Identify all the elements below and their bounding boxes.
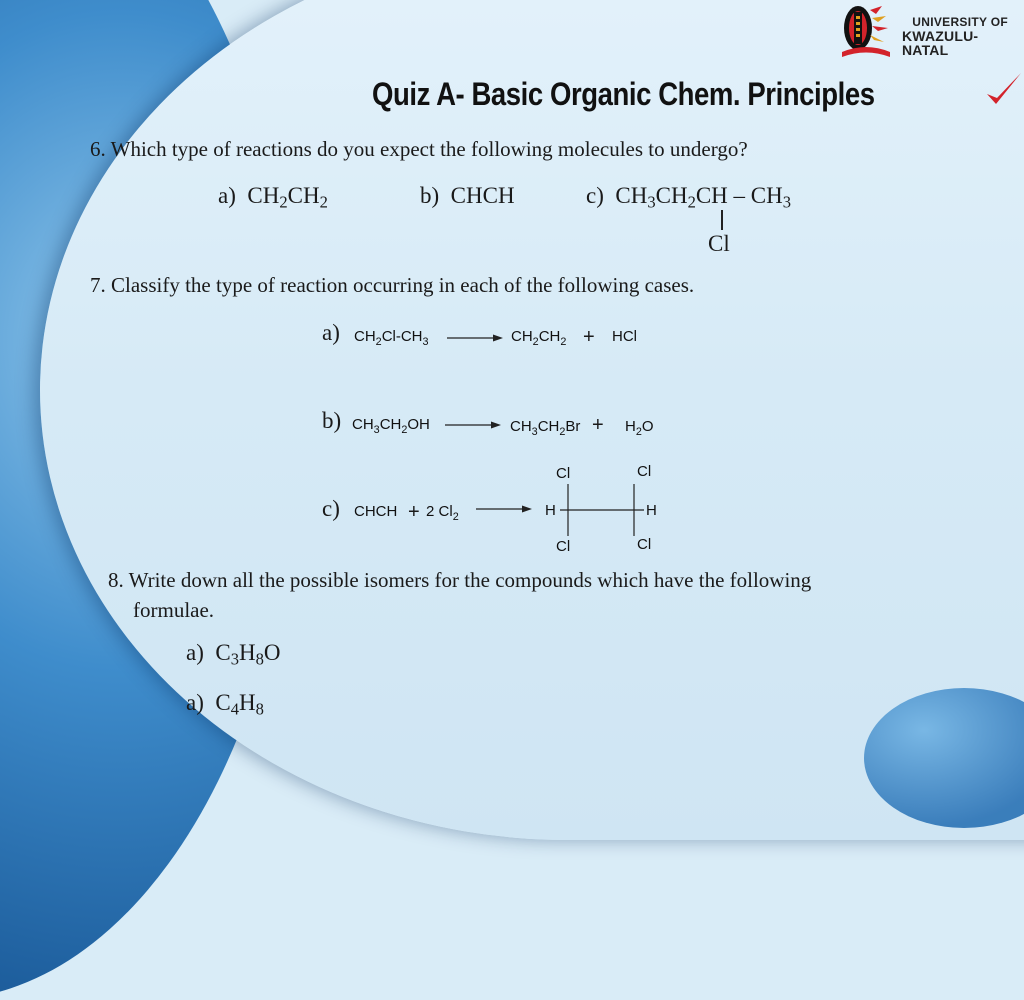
q7b-label: b) [322, 408, 342, 433]
reaction-arrow-icon [445, 420, 501, 430]
cl-bottom-right: Cl [637, 536, 652, 553]
q6-c-formula: $CH_3CH_2CH - CH_3$ [615, 183, 792, 212]
q7a-product2: HCl [612, 328, 637, 345]
question-8-text-line1: 8. Write down all the possible isomers for the compounds which have the following [108, 568, 812, 592]
q6-c-label: c) [586, 183, 604, 208]
bond-lines [540, 470, 670, 550]
question-7-text: 7. Classify the type of reaction occurring in each of the following cases. [90, 273, 695, 297]
q7c-label: c) [322, 496, 340, 521]
q8-option-a [186, 640, 281, 670]
logo-line1: UNIVERSITY OF [912, 15, 1008, 29]
q6-option-a [218, 183, 328, 213]
cl-top-left: Cl [556, 465, 571, 482]
ukzn-emblem-icon [836, 2, 896, 62]
q7c-reactant1: CHCH [354, 503, 398, 520]
reaction-arrow-icon [447, 333, 503, 343]
q8-a-label: a) [186, 640, 204, 665]
q7b-plus: + [592, 414, 604, 436]
q6-a-label: a) [218, 183, 236, 208]
question-8-text-line2: formulae. [133, 598, 215, 622]
q6-c-branch: Cl [708, 231, 730, 256]
q7a-product1: $CH_2CH_2$ [511, 328, 567, 348]
q7a-label: a) [322, 320, 340, 345]
q8-option-b [186, 690, 264, 720]
q6-b-label: b) [420, 183, 440, 208]
q6-option-c [586, 183, 791, 213]
q6-option-b [420, 183, 515, 209]
q7c-plus: + [408, 501, 420, 523]
checkmark-icon [984, 70, 1024, 110]
question-6-text: 6. Which type of reactions do you expect the following molecules to undergo? [90, 137, 748, 161]
cl-bottom-left: Cl [556, 538, 571, 555]
q7c-reactant2: 2 $Cl_2$ [426, 503, 459, 523]
q6-a-formula: $CH_2CH_2$ [247, 183, 328, 212]
q8-b-formula: $C_4H_8$ [215, 690, 264, 719]
q7a-reactant: $CH_2Cl-CH_3$ [354, 328, 429, 348]
logo-line2: KWAZULU-NATAL [902, 27, 979, 59]
q7b-product1: $CH_3CH_2Br$ [510, 418, 581, 438]
q7b-reactant: $CH_3CH_2OH$ [352, 416, 430, 436]
q7a-plus: + [583, 326, 595, 348]
cl-top-right: Cl [637, 463, 652, 480]
university-name [902, 16, 1024, 58]
h-left: H [545, 502, 556, 519]
q6-b-formula: CHCH [450, 183, 515, 208]
h-right: H [646, 502, 657, 519]
slide-title: Quiz A- Basic Organic Chem. Principles [372, 76, 875, 112]
q6-c-bond [721, 210, 723, 230]
university-logo [836, 2, 1024, 62]
reaction-arrow-icon [476, 504, 532, 514]
q8-b-label: a) [186, 690, 204, 715]
q8-a-formula: $C_3H_8O$ [215, 640, 281, 669]
q7b-product2: $H_2O$ [625, 418, 654, 438]
